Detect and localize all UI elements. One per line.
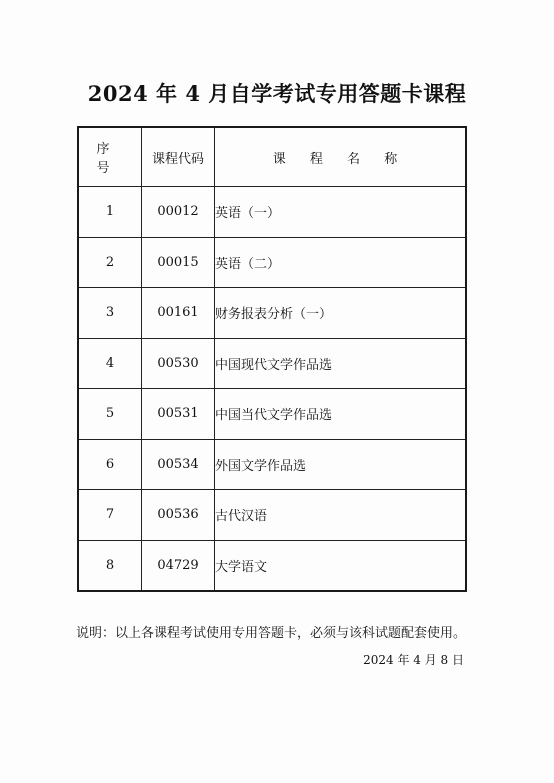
row-name: 古代汉语 (215, 490, 467, 541)
row-code: 00530 (142, 338, 215, 389)
table-row (78, 288, 466, 339)
row-name: 大学语文 (215, 540, 467, 591)
row-code: 04729 (142, 540, 215, 591)
row-code: 00012 (142, 187, 215, 238)
footnote: 说明：以上各课程考试使用专用答题卡，必须与该科试题配套使用。 (76, 626, 467, 641)
header-seq: 序 号 (78, 127, 142, 187)
table-row (78, 490, 466, 541)
row-code: 00161 (142, 288, 215, 339)
table-row (78, 540, 466, 591)
table-row (78, 389, 466, 440)
row-seq: 3 (78, 288, 142, 339)
table-row (78, 338, 466, 389)
row-seq: 4 (78, 338, 142, 389)
row-seq: 7 (78, 490, 142, 541)
row-name: 中国当代文学作品选 (215, 389, 467, 440)
row-name: 英语（二） (215, 237, 467, 288)
issue-date: 2024 年 4 月 8 日 (363, 653, 464, 667)
row-name: 英语（一） (215, 187, 467, 238)
row-code: 00531 (142, 389, 215, 440)
table-row (78, 237, 466, 288)
row-name: 中国现代文学作品选 (215, 338, 467, 389)
row-seq: 1 (78, 187, 142, 238)
course-table (77, 126, 467, 592)
row-name: 财务报表分析（一） (215, 288, 467, 339)
row-seq: 8 (78, 540, 142, 591)
row-code: 00536 (142, 490, 215, 541)
document-title: 2024 年 4 月自学考试专用答题卡课程 (87, 81, 467, 106)
row-code: 00015 (142, 237, 215, 288)
table-row (78, 439, 466, 490)
header-name: 课 程 名 称 (215, 127, 467, 187)
row-name: 外国文学作品选 (215, 439, 467, 490)
row-code: 00534 (142, 439, 215, 490)
row-seq: 6 (78, 439, 142, 490)
row-seq: 2 (78, 237, 142, 288)
row-seq: 5 (78, 389, 142, 440)
table-row (78, 187, 466, 238)
table-header-row (78, 127, 466, 187)
header-code: 课程代码 (142, 127, 215, 187)
